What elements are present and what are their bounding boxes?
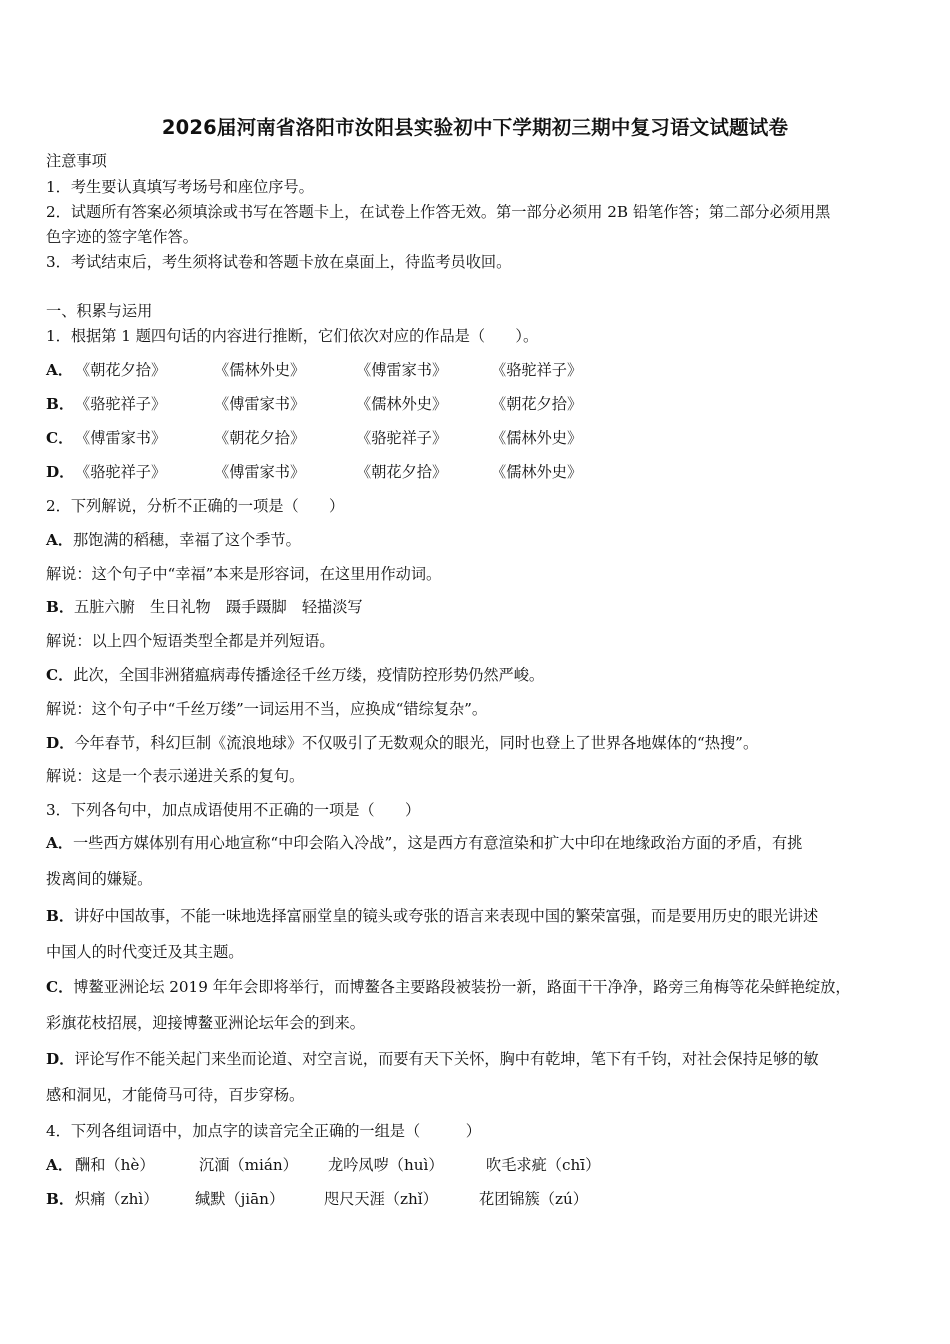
q4-option-a	[46, 1155, 908, 1175]
option-text: 博鳌亚洲论坛 2019 年年会即将举行，而博鳌各主要路段被装扮一新，路面干干净净，路旁三角梅等花朵鲜艳绽放，	[73, 978, 851, 996]
option-text: 一些西方媒体别有用心地宣称“中印会陷入冷战”，这是西方有意渲染和扩大中印在地缘政治方面的矛盾，有挑	[72, 834, 803, 852]
option-item: 《朝花夕拾》	[214, 429, 306, 447]
option-text: 今年春节，科幻巨制《流浪地球》不仅吸引了无数观众的眼光，同时也登上了世界各地媒体的“热搜”。	[74, 734, 759, 752]
q2-option-d	[46, 733, 758, 753]
option-item: 《傅雷家书》	[75, 429, 167, 447]
q4-option-b	[46, 1189, 908, 1209]
option-letter: A．	[46, 361, 73, 379]
notice-item-2-cont: 色字迹的签字笔作答。	[46, 228, 198, 246]
option-item: 《骆驼祥子》	[75, 395, 167, 413]
notice-heading: 注意事项	[46, 152, 107, 170]
q3-stem: 3．下列各句中，加点成语使用不正确的一项是（ ）	[46, 801, 421, 819]
option-item: 沉湎（mián）	[199, 1156, 298, 1174]
q3-option-c-cont: 彩旗花枝招展，迎接博鳌亚洲论坛年会的到来。	[46, 1014, 365, 1032]
option-letter: B．	[46, 598, 75, 616]
option-item: 龙吟凤哕（huì）	[328, 1156, 444, 1174]
q1-option-c	[46, 428, 908, 448]
q2-explanation-c: 解说：这个句子中“千丝万缕”一词运用不当，应换成“错综复杂”。	[46, 700, 488, 718]
option-item: 《朝花夕拾》	[75, 361, 167, 379]
q3-option-d-cont: 感和洞见，才能倚马可待，百步穿杨。	[46, 1086, 305, 1104]
q3-option-a	[46, 833, 802, 853]
page-title: 2026届河南省洛阳市汝阳县实验初中下学期初三期中复习语文试题试卷	[161, 116, 789, 139]
q3-option-a-cont: 拨离间的嫌疑。	[46, 870, 153, 888]
option-letter: C．	[46, 978, 74, 996]
option-item: 《儒林外史》	[491, 463, 583, 481]
option-text: 讲好中国故事，不能一味地选择富丽堂皇的镜头或夸张的语言来表现中国的繁荣富强，而是要用历史的眼光讲述	[74, 907, 819, 925]
option-letter: A．	[46, 531, 73, 549]
q2-option-b	[46, 597, 363, 617]
q2-option-c	[46, 665, 544, 685]
option-letter: D．	[46, 463, 75, 481]
option-letter: B．	[46, 395, 75, 413]
option-item: 酬和（hè）	[75, 1156, 155, 1174]
q3-option-b-cont: 中国人的时代变迁及其主题。	[46, 943, 244, 961]
option-text: 那饱满的稻穗，幸福了这个季节。	[72, 531, 301, 549]
q3-option-c	[46, 977, 851, 997]
section-heading: 一、积累与运用	[46, 302, 153, 320]
option-text: 此次，全国非洲猪瘟病毒传播途径千丝万缕，疫情防控形势仍然严峻。	[73, 666, 545, 684]
option-letter: D．	[46, 1050, 75, 1068]
notice-item-3: 3．考试结束后，考生须将试卷和答题卡放在桌面上，待监考员收回。	[46, 253, 512, 271]
option-item: 《骆驼祥子》	[491, 361, 583, 379]
option-item: 咫尺天涯（zhǐ）	[324, 1190, 438, 1208]
q1-option-d	[46, 462, 908, 482]
q2-stem: 2．下列解说，分析不正确的一项是（ ）	[46, 497, 345, 515]
option-text: 五脏六腑 生日礼物 蹑手蹑脚 轻描淡写	[74, 598, 363, 616]
q1-option-b	[46, 394, 908, 414]
q1-stem: 1．根据第 1 题四句话的内容进行推断，它们依次对应的作品是（ ）。	[46, 327, 539, 345]
option-letter: D．	[46, 734, 75, 752]
option-item: 《傅雷家书》	[356, 361, 448, 379]
option-item: 吹毛求疵（chī）	[486, 1156, 601, 1174]
option-item: 《朝花夕拾》	[356, 463, 448, 481]
q3-option-d	[46, 1049, 819, 1069]
option-item: 《儒林外史》	[214, 361, 306, 379]
q2-explanation-a: 解说：这个句子中“幸福”本来是形容词，在这里用作动词。	[46, 565, 442, 583]
q1-option-a	[46, 360, 908, 380]
option-letter: B．	[46, 907, 75, 925]
option-item: 炽痛（zhì）	[75, 1190, 159, 1208]
option-letter: C．	[46, 429, 74, 447]
option-item: 花团锦簇（zú）	[479, 1190, 588, 1208]
q3-option-b	[46, 906, 818, 926]
q2-explanation-d: 解说：这是一个表示递进关系的复句。	[46, 767, 305, 785]
q2-option-a	[46, 530, 301, 550]
option-letter: A．	[46, 834, 73, 852]
option-text: 评论写作不能关起门来坐而论道、对空言说，而要有天下关怀，胸中有乾坤，笔下有千钧，对社会保持足够的敏	[74, 1050, 819, 1068]
notice-item-2: 2．试题所有答案必须填涂或书写在答题卡上，在试卷上作答无效。第一部分必须用 2B 铅笔作答；第二部分必须用黑	[46, 203, 831, 221]
q2-explanation-b: 解说：以上四个短语类型全都是并列短语。	[46, 632, 335, 650]
option-item: 《儒林外史》	[491, 429, 583, 447]
option-item: 《儒林外史》	[356, 395, 448, 413]
option-item: 《朝花夕拾》	[491, 395, 583, 413]
option-item: 《傅雷家书》	[214, 463, 306, 481]
option-letter: B．	[46, 1190, 75, 1208]
q4-stem: 4．下列各组词语中，加点字的读音完全正确的一组是（ ）	[46, 1122, 481, 1140]
option-item: 缄默（jiān）	[195, 1190, 285, 1208]
notice-item-1: 1．考生要认真填写考场号和座位序号。	[46, 178, 314, 196]
option-item: 《骆驼祥子》	[75, 463, 167, 481]
option-item: 《骆驼祥子》	[356, 429, 448, 447]
option-letter: C．	[46, 666, 74, 684]
option-letter: A．	[46, 1156, 73, 1174]
option-item: 《傅雷家书》	[214, 395, 306, 413]
